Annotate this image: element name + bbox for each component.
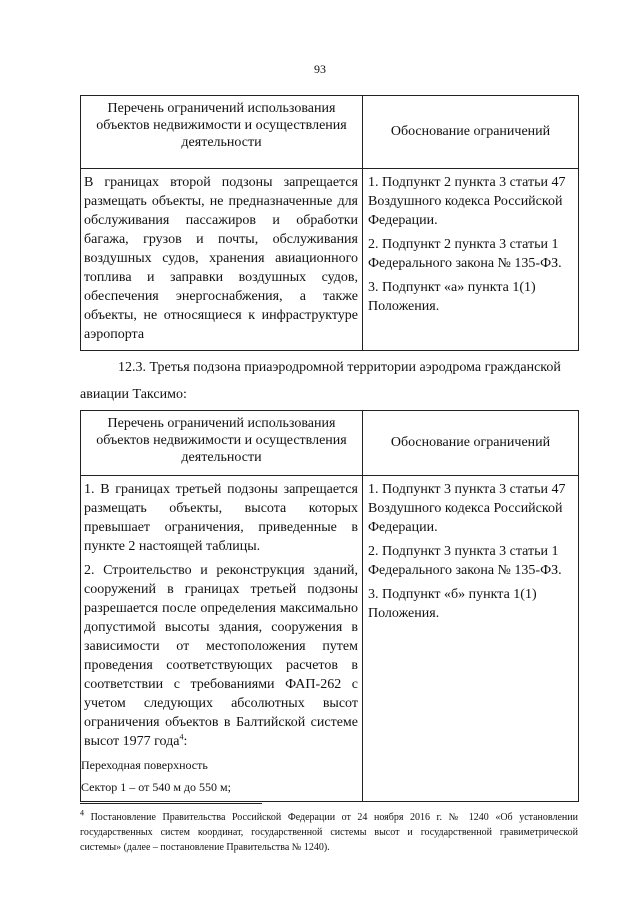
footnote-text: Постановление Правительства Российской Федерации от 24 ноября 2016 г. № 1240 «Об установлении государственных систем координат, государственной системы высот и государственной гравиметрической системы» (далее – постановление Правительства № 1240). — [80, 812, 578, 853]
justification-item: 2. Подпункт 3 пункта 3 статьи 1 Федерального закона № 135-ФЗ. — [368, 544, 562, 578]
header-justification: Обоснование ограничений — [363, 411, 579, 476]
footnote-reference: 4 — [179, 732, 184, 742]
section-heading — [80, 354, 578, 408]
restriction-text — [81, 476, 363, 802]
footnote-mark: 4 — [80, 808, 84, 818]
restrictions-table-zone-3 — [80, 410, 579, 802]
restriction-text — [81, 169, 363, 351]
justification-item: 1. Подпункт 3 пункта 3 статьи 47 Воздушного кодекса Российской Федерации. — [368, 482, 566, 535]
header-justification: Обоснование ограничений — [363, 96, 579, 169]
table-row — [81, 169, 579, 351]
footnote — [80, 810, 578, 855]
section-heading-text: 12.3. Третья подзона приаэродромной территории аэродрома гражданской авиации Таксимо: — [80, 360, 561, 402]
restriction-paragraph — [84, 561, 358, 751]
restriction-paragraph: В границах второй подзоны запрещается размещать объекты, не предназначенные для обслуживания пассажиров и обработки багажа, грузов и почты, обслуживания воздушных судов, хранения авиационного топлива и заправки воздушных судов, обеспечения энергоснабжения, а также объекты, не относящиеся к инфраструктуре аэропорта — [84, 175, 358, 342]
table-header-row — [81, 411, 579, 476]
justification-cell — [363, 476, 579, 802]
footnote-divider — [80, 803, 262, 804]
table-header-row — [81, 96, 579, 169]
justification-item: 2. Подпункт 2 пункта 3 статьи 1 Федерального закона № 135-ФЗ. — [368, 237, 562, 271]
justification-item: 3. Подпункт «а» пункта 1(1) Положения. — [368, 280, 536, 314]
justification-item: 1. Подпункт 2 пункта 3 статьи 47 Воздушного кодекса Российской Федерации. — [368, 175, 566, 228]
restriction-text-end: : — [183, 734, 188, 749]
header-restrictions-list: Перечень ограничений использования объектов недвижимости и осуществления деятельности — [81, 96, 363, 169]
page-number: 93 — [314, 62, 326, 76]
sector-label: Сектор 1 – от 540 м до 550 м; — [81, 780, 231, 794]
restriction-text-body: 2. Строительство и реконструкция зданий, сооружений в границах третьей подзоны разрешается после определения максимально допустимой высоты здания, сооружения в зависимости от местоположения путем проведения соответствующих расчетов в соответствии с требованиями ФАП-262 с учетом следующих абсолютных высот ограничения объектов в Балтийской системе высот 1977 года — [84, 563, 358, 749]
justification-cell — [363, 169, 579, 351]
justification-item: 3. Подпункт «б» пункта 1(1) Положения. — [368, 587, 537, 621]
restriction-paragraph: 1. В границах третьей подзоны запрещается размещать объекты, высота которых превышает ограничения, приведенные в пункте 2 настоящей таблицы. — [84, 482, 358, 554]
table-row — [81, 476, 579, 802]
surface-label: Переходная поверхность — [81, 758, 208, 772]
header-restrictions-list: Перечень ограничений использования объектов недвижимости и осуществления деятельности — [81, 411, 363, 476]
restrictions-table-zone-2 — [80, 95, 579, 351]
